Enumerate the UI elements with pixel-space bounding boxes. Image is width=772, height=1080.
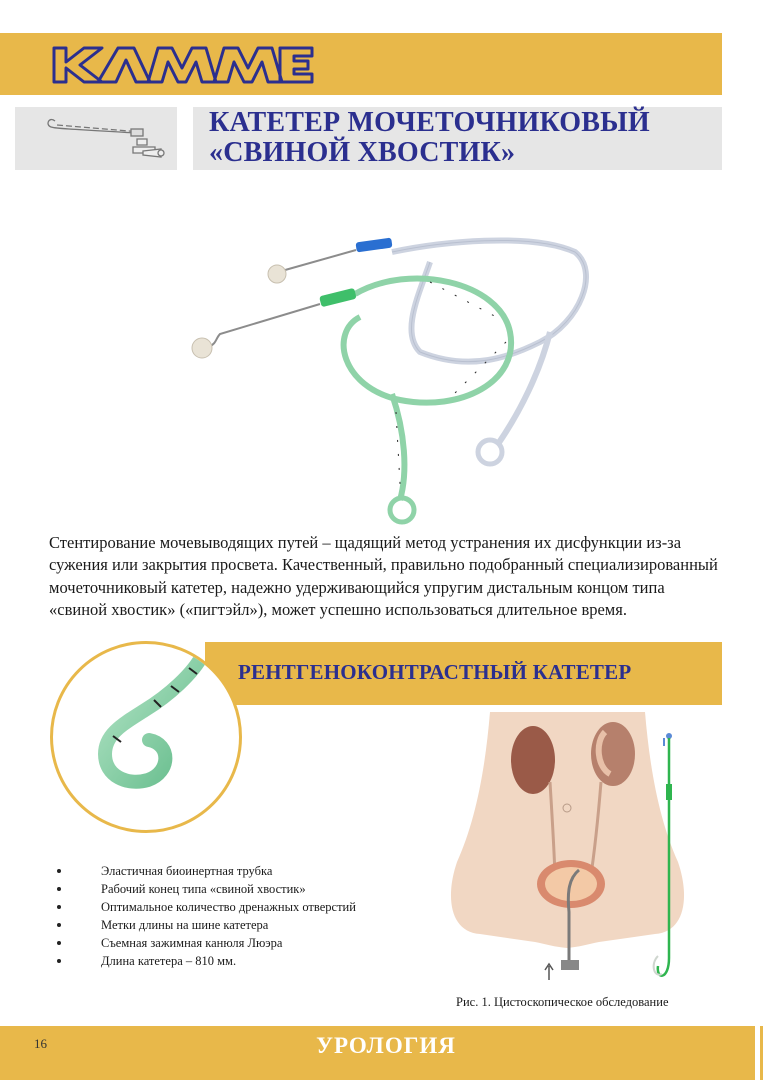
list-item: Съемная зажимная канюля Люэра	[55, 934, 356, 952]
list-item: Длина катетера – 810 мм.	[55, 952, 356, 970]
bullet-icon	[57, 869, 61, 873]
zoom-pigtail-image	[50, 641, 242, 833]
page-title-line-1: КАТЕТЕР МОЧЕТОЧНИКОВЫЙ	[209, 107, 650, 138]
page-number: 16	[34, 1036, 47, 1051]
catheter-device-illustration	[650, 728, 690, 990]
bullet-icon	[57, 959, 61, 963]
page-title-line-2: «СВИНОЙ ХВОСТИК»	[209, 137, 516, 168]
feature-list	[55, 862, 356, 970]
list-item: Метки длины на шине катетера	[55, 916, 356, 934]
catheter-thumbnail-icon	[15, 107, 177, 170]
list-item: Оптимальное количество дренажных отверстий	[55, 898, 356, 916]
kammed-logo	[50, 40, 320, 90]
title-box	[193, 107, 722, 170]
intro-paragraph: Стентирование мочевыводящих путей – щадящий метод устранения их дисфункции из-за сужения или закрытия просвета. Качественный, правильно подобранный специализированный мочеточниковый катетер, надежно удерживающийся упругим дистальным концом типа «свиной хвостик» («пигтэйл»), может успешно использоваться длительное время.	[49, 533, 718, 619]
bullet-icon	[57, 905, 61, 909]
product-photo	[180, 222, 600, 532]
list-item: Рабочий конец типа «свиной хвостик»	[55, 880, 356, 898]
section-title: РЕНТГЕНОКОНТРАСТНЫЙ КАТЕТЕР	[238, 660, 632, 684]
bullet-icon	[57, 923, 61, 927]
catheter-thumbnail-box	[15, 107, 177, 170]
list-item: Эластичная биоинертная трубка	[55, 862, 356, 880]
figure-caption: Рис. 1. Цистоскопическое обследование	[456, 995, 669, 1009]
bullet-icon	[57, 941, 61, 945]
section-band	[205, 642, 722, 705]
bullet-icon	[57, 887, 61, 891]
footer-section-title: УРОЛОГИЯ	[316, 1033, 456, 1058]
